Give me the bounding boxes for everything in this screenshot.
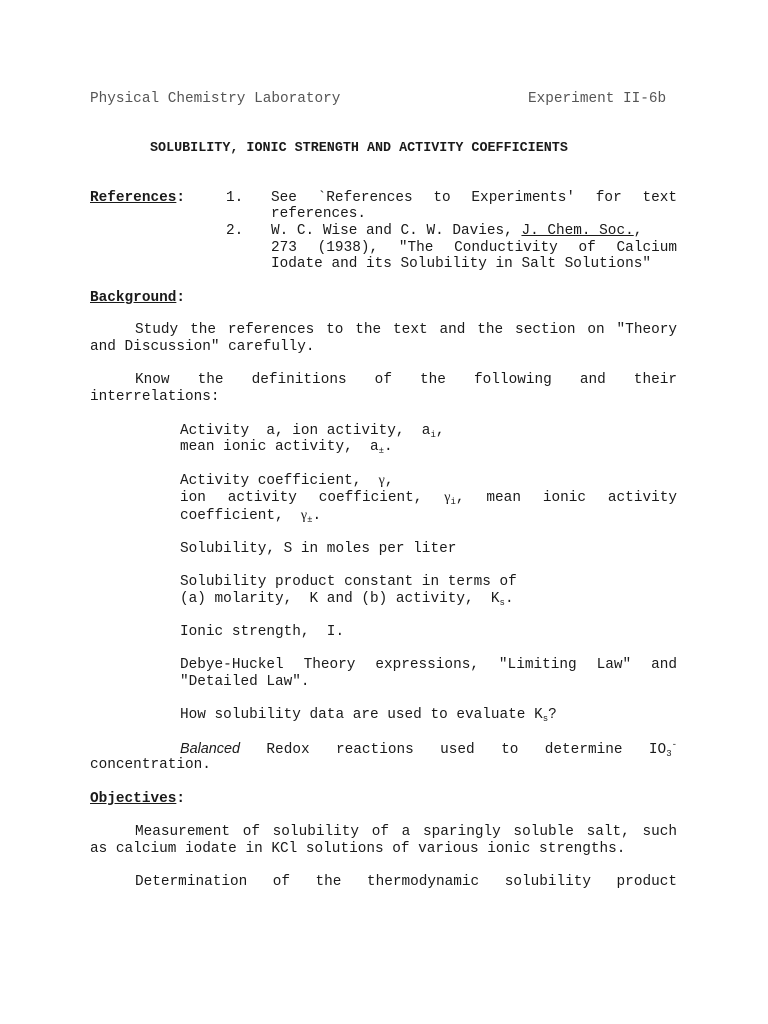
def-solubility-product-line2: (a) molarity, K and (b) activity, $K_s$. xyxy=(180,591,514,608)
def-activity: Activity a, ion activity, $a_i$, xyxy=(180,423,445,440)
def-ion-activity-coefficient: ion activity coefficient, $\gamma_i$, mean ionic activity xyxy=(180,490,677,507)
reference-1-line2: references. xyxy=(271,206,366,222)
def-balanced-redox-line2: concentration. xyxy=(90,757,211,773)
reference-1-number: 1. xyxy=(226,190,244,206)
objectives-para1-line2: as calcium iodate in KCl solutions of various ionic strengths. xyxy=(90,841,626,857)
def-solubility-product-line1: Solubility product constant in terms of xyxy=(180,574,517,590)
header-lab-name: Physical Chemistry Laboratory xyxy=(90,91,341,107)
def-balanced-redox-line1: Balanced Redox reactions used to determine $IO_3^-$ xyxy=(180,740,677,759)
background-para2-line2: interrelations: xyxy=(90,389,220,405)
def-activity-coefficient: Activity coefficient, γ, xyxy=(180,473,394,489)
reference-2-number: 2. xyxy=(226,223,244,239)
background-para1-line2: and Discussion" carefully. xyxy=(90,339,315,355)
reference-2-line3: Iodate and its Solubility in Salt Solutions" xyxy=(271,256,651,272)
background-para2-line1: Know the definitions of the following and their xyxy=(135,372,677,388)
def-mean-ionic-activity: mean ionic activity, $a_\pm$. xyxy=(180,439,393,456)
objectives-para1-line1: Measurement of solubility of a sparingly soluble salt, such xyxy=(135,824,677,840)
def-how-solubility: How solubility data are used to evaluate $K_s$? xyxy=(180,707,557,724)
def-ionic-strength: Ionic strength, I. xyxy=(180,624,345,640)
def-debye-huckel-line2: "Detailed Law". xyxy=(180,674,310,690)
document-title: SOLUBILITY, IONIC STRENGTH AND ACTIVITY COEFFICIENTS xyxy=(150,141,568,156)
def-solubility: Solubility, S in moles per liter xyxy=(180,541,457,557)
reference-1-line1: See `References to Experiments' for text xyxy=(271,190,677,206)
journal-name: J. Chem. Soc. xyxy=(521,223,634,239)
def-mean-ionic-activity-coefficient: coefficient, $\gamma_\pm$. xyxy=(180,508,322,525)
reference-2-line2: 273 (1938), "The Conductivity of Calcium xyxy=(271,240,677,256)
objectives-heading: Objectives: xyxy=(90,791,185,807)
references-heading: References: xyxy=(90,190,185,206)
objectives-para2-line1: Determination of the thermodynamic solubility product xyxy=(135,874,677,890)
background-heading: Background: xyxy=(90,290,185,306)
reference-2-line1: W. C. Wise and C. W. Davies, J. Chem. Soc., xyxy=(271,223,643,239)
gamma-symbol: γ xyxy=(378,473,385,488)
header-experiment-number: Experiment II-6b xyxy=(528,91,667,107)
background-para1-line1: Study the references to the text and the section on "Theory xyxy=(135,322,677,338)
def-debye-huckel-line1: Debye-Huckel Theory expressions, "Limiting Law" and xyxy=(180,657,677,673)
